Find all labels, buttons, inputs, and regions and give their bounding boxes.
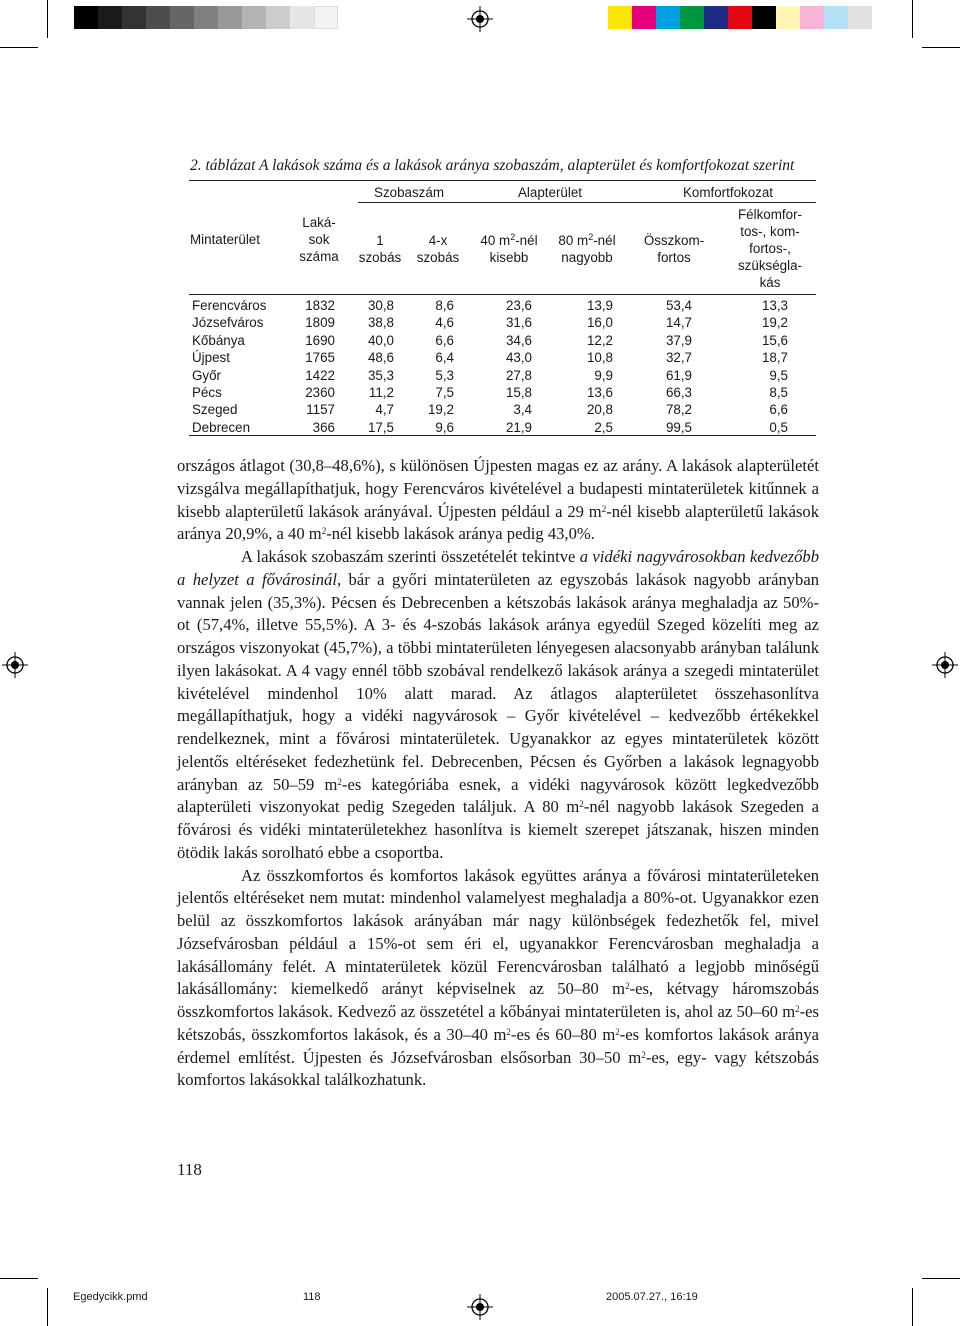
- table-cell: 13,6: [586, 385, 613, 400]
- table-row-label: Józsefváros: [192, 315, 264, 331]
- table-top-rule: [189, 180, 816, 181]
- table-row-label: Kőbánya: [192, 332, 245, 348]
- registration-mark-icon: [467, 1294, 493, 1320]
- crop-mark: [47, 0, 48, 38]
- table-cell: 66,3: [665, 385, 692, 400]
- table-cell: 8,6: [435, 298, 454, 313]
- table-cell: 48,6: [367, 350, 394, 366]
- table-cell: 17,5: [367, 419, 394, 435]
- crop-mark: [0, 47, 38, 48]
- color-swatch-blue: [704, 6, 728, 29]
- table-cell: 15,8: [505, 385, 532, 400]
- header-bottom-rule: [189, 294, 816, 295]
- table-cell: 37,9: [665, 332, 692, 348]
- table-cell: 19,2: [427, 402, 454, 418]
- table-cell: 32,7: [665, 350, 692, 366]
- table-cell: 15,6: [761, 332, 788, 348]
- table-cell: 1765: [305, 350, 335, 366]
- crop-mark: [922, 1278, 960, 1279]
- table-cell: 9,6: [435, 419, 454, 435]
- table-cell: 38,8: [367, 315, 394, 331]
- column-header-1-szobas: 1 szobás: [358, 233, 402, 265]
- table-cell: 13,9: [586, 298, 613, 313]
- table-cell: 40,0: [367, 332, 394, 348]
- table-cell: 53,4: [665, 298, 692, 313]
- column-header-80m-nagyobb: 80 $m^2$-nél nagyobb: [558, 232, 616, 265]
- table-row-label: Pécs: [192, 385, 222, 400]
- table-cell: 43,0: [505, 350, 532, 366]
- grayscale-swatch: [194, 6, 218, 29]
- table-cell: 27,8: [505, 367, 532, 383]
- table-cell: 16,0: [586, 315, 613, 331]
- group-header-komfortfokozat: Komfortfokozat: [682, 185, 774, 200]
- column-header-mintaterulet: Mintaterület: [190, 232, 260, 247]
- grayscale-swatch: [74, 6, 98, 29]
- table-cell: 1422: [305, 367, 335, 383]
- footer-filename: Egedycikk.pmd: [73, 1291, 148, 1303]
- table-cell: 21,9: [505, 419, 532, 435]
- crop-mark: [922, 47, 960, 48]
- paragraph: A lakások szobaszám szerinti összetételét tekintve a vidéki nagyvárosokban kedvezőbb a helyzet a fővárosinál, bár a győri mintaterületen az egyszobás lakások nagyobb arányban vannak jelen (35,3%). Pécsen és Debrecenben a kétszobás lakások aránya meghaladja az 50%-ot (57,4%, illetve 55,5%). A 3- és 4-szobás lakások aránya egyedül Szeged közelíti meg az országos viszonyokat (45,7%), a többi mintaterületen lényegesen alacsonyabb arányban találunk ilyen lakásokat. A 4 vagy ennél több szobával rendelkező lakások aránya a szegedi mintaterület kivételével mindenhol 10% alatt marad. Az átlagos alapterületet összehasonlítva megállapíthatjuk, hogy a vidéki nagyvárosok – Győr kivételével – kedvezőbb értékekkel rendelkeznek, mint a fővárosi mintaterületek. Ugyanakkor az egyes mintaterületek között jelentős eltéréseket fedezhetünk fel. Debrecenben, Pécsen és Győrben a lakások legnagyobb arányban az 50–59 $m^2-es$ kategóriába esnek, a vidéki nagyvárosok között legkedvezőbb alapterületi viszonyokat pedig Szegeden találjuk. A 80 $m^2$-nél nagyobb lakások Szegeden a fővárosi és vidéki mintaterületekhez hasonlítva is kiemelt szerepet játszanak, hiszen minden ötödik lakás sorolható ebbe a csoportba.: [177, 547, 820, 862]
- table-cell: 13,3: [761, 298, 788, 313]
- table-cell: 5,3: [435, 367, 454, 383]
- table-caption: 2. táblázat A lakások száma és a lakások aránya szobaszám, alapterület és komfortfokozat szerint: [190, 157, 795, 174]
- page-number: 118: [177, 1160, 202, 1179]
- color-swatch-tint: [848, 6, 872, 29]
- grayscale-swatch: [218, 6, 242, 29]
- table-cell: 6,6: [769, 402, 788, 418]
- article-body: [177, 455, 819, 1092]
- table-row-label: Debrecen: [192, 419, 251, 435]
- grayscale-swatch: [122, 6, 146, 29]
- group-header-szobaszam: Szobaszám: [374, 185, 444, 200]
- table-cell: 30,8: [367, 298, 394, 313]
- paragraph: országos átlagot (30,8–48,6%), s különösen Újpesten magas ez az arány. A lakások alapterületét vizsgálva megállapíthatjuk, hogy Ferencváros kivételével a budapesti mintaterületek kitűnnek a kisebb alapterületű lakások arányával. Újpesten például a 29 $m^2$-nél kisebb alapterületű lakások aránya 20,9%, a 40 $m^2$-nél kisebb lakások aránya pedig 43,0%.: [177, 456, 819, 544]
- table-cell: 14,7: [665, 315, 692, 331]
- table-cell: 18,7: [761, 350, 788, 366]
- table-cell: 7,5: [435, 385, 454, 400]
- table-row-label: Győr: [192, 367, 222, 383]
- grayscale-swatch: [242, 6, 266, 29]
- table-cell: 6,6: [435, 332, 454, 348]
- color-swatch-magenta: [632, 6, 656, 29]
- crop-mark: [912, 0, 913, 38]
- table-cell: 8,5: [769, 385, 788, 400]
- table-cell: 3,4: [513, 402, 532, 418]
- table-cell: 6,4: [435, 350, 454, 366]
- registration-mark-icon: [2, 652, 28, 678]
- grayscale-swatch: [314, 6, 338, 29]
- grayscale-swatch: [170, 6, 194, 29]
- table-row-label: Újpest: [192, 350, 230, 366]
- table-cell: 1690: [305, 332, 335, 348]
- table-cell: 9,5: [769, 367, 788, 383]
- table-cell: 35,3: [367, 367, 394, 383]
- column-header-40m-kisebb: 40 $m^2$-nél kisebb: [480, 232, 538, 265]
- column-header-osszkomfortos: Összkom- fortos: [643, 233, 705, 265]
- table-cell: 23,6: [505, 298, 532, 313]
- paragraph: Az összkomfortos és komfortos lakások együttes aránya a fővárosi mintaterületeken jelentős eltéréseket nem mutat: mindenhol valamelyest meghaladja a 80%-ot. Ugyanakkor ezen belül az összkomfortos lakások arányában már nagy különbségek fedezhetők fel, mivel Józsefvárosban például a 15%-ot sem éri el, ugyanakkor Ferencvárosban meghaladja a lakásállomány felét. A mintaterületek közül Ferencvárosban található a legjobb minőségű lakásállomány: kiemelkedő arányt képviselnek az 50–80 $m^2-es$, kétvagy háromszobás összkomfortos lakások. Kedvező az összetétel a kőbányai mintaterületen is, ahol az 50–60 $m^2-es$ kétszobás, összkomfortos lakások, és a 30–40 $m^2-es$ és 60–80 $m^2-es$ komfortos lakások aránya érdemel említést. Újpesten és Józsefvárosban elsősorban 30–50 $m^2-es$, egy- vagy kétszobás komfortos lakásokkal találkozhatunk.: [177, 865, 820, 1090]
- column-header-4x-szobas: 4-x szobás: [416, 233, 460, 265]
- color-swatch-black: [752, 6, 776, 29]
- table-cell: 99,5: [665, 419, 692, 435]
- column-header-lakasok-szama: Laká- sok száma: [299, 215, 339, 264]
- column-header-felkomfortos: Félkomfor- tos-, kom- fortos-, szükségla- kás: [737, 207, 802, 290]
- table-cell: 2360: [305, 385, 335, 400]
- table-cell: 4,7: [375, 402, 394, 418]
- footer-datetime: 2005.07.27., 16:19: [606, 1291, 698, 1303]
- table-cell: 0,5: [769, 419, 788, 435]
- group-header-rule: [358, 202, 816, 203]
- table-cell: 61,9: [665, 367, 692, 383]
- color-swatch-yellow: [608, 6, 632, 29]
- color-swatch-green: [680, 6, 704, 29]
- registration-mark-icon: [467, 6, 493, 32]
- table-cell: 1832: [305, 298, 335, 313]
- table-cell: 78,2: [665, 402, 692, 418]
- table-cell: 366: [312, 419, 335, 435]
- color-swatch-red: [728, 6, 752, 29]
- color-swatch-tint: [800, 6, 824, 29]
- table-cell: 19,2: [761, 315, 788, 331]
- table-cell: 34,6: [505, 332, 532, 348]
- table-cell: 11,2: [368, 385, 394, 400]
- crop-mark: [912, 1288, 913, 1326]
- table-cell: 9,9: [594, 367, 613, 383]
- crop-mark: [47, 1288, 48, 1326]
- grayscale-swatch: [98, 6, 122, 29]
- table-row-label: Szeged: [192, 402, 238, 418]
- color-swatch-tint: [776, 6, 800, 29]
- color-swatch-cyan: [656, 6, 680, 29]
- footer-page: 118: [303, 1291, 321, 1303]
- table-cell: 31,6: [505, 315, 532, 331]
- grayscale-swatch: [266, 6, 290, 29]
- crop-mark: [0, 1278, 38, 1279]
- table-cell: 1809: [305, 315, 335, 331]
- grayscale-swatch: [146, 6, 170, 29]
- table-cell: 20,8: [586, 402, 613, 418]
- table-cell: 12,2: [586, 332, 613, 348]
- registration-mark-icon: [932, 652, 958, 678]
- color-swatch-tint: [824, 6, 848, 29]
- table-cell: 2,5: [594, 419, 613, 435]
- table-cell: 4,6: [435, 315, 454, 331]
- table-cell: 10,8: [586, 350, 613, 366]
- table-cell: 1157: [306, 402, 335, 418]
- grayscale-swatch: [290, 6, 314, 29]
- table-row-label: Ferencváros: [192, 298, 267, 313]
- group-header-alapterulet: Alapterület: [517, 185, 583, 200]
